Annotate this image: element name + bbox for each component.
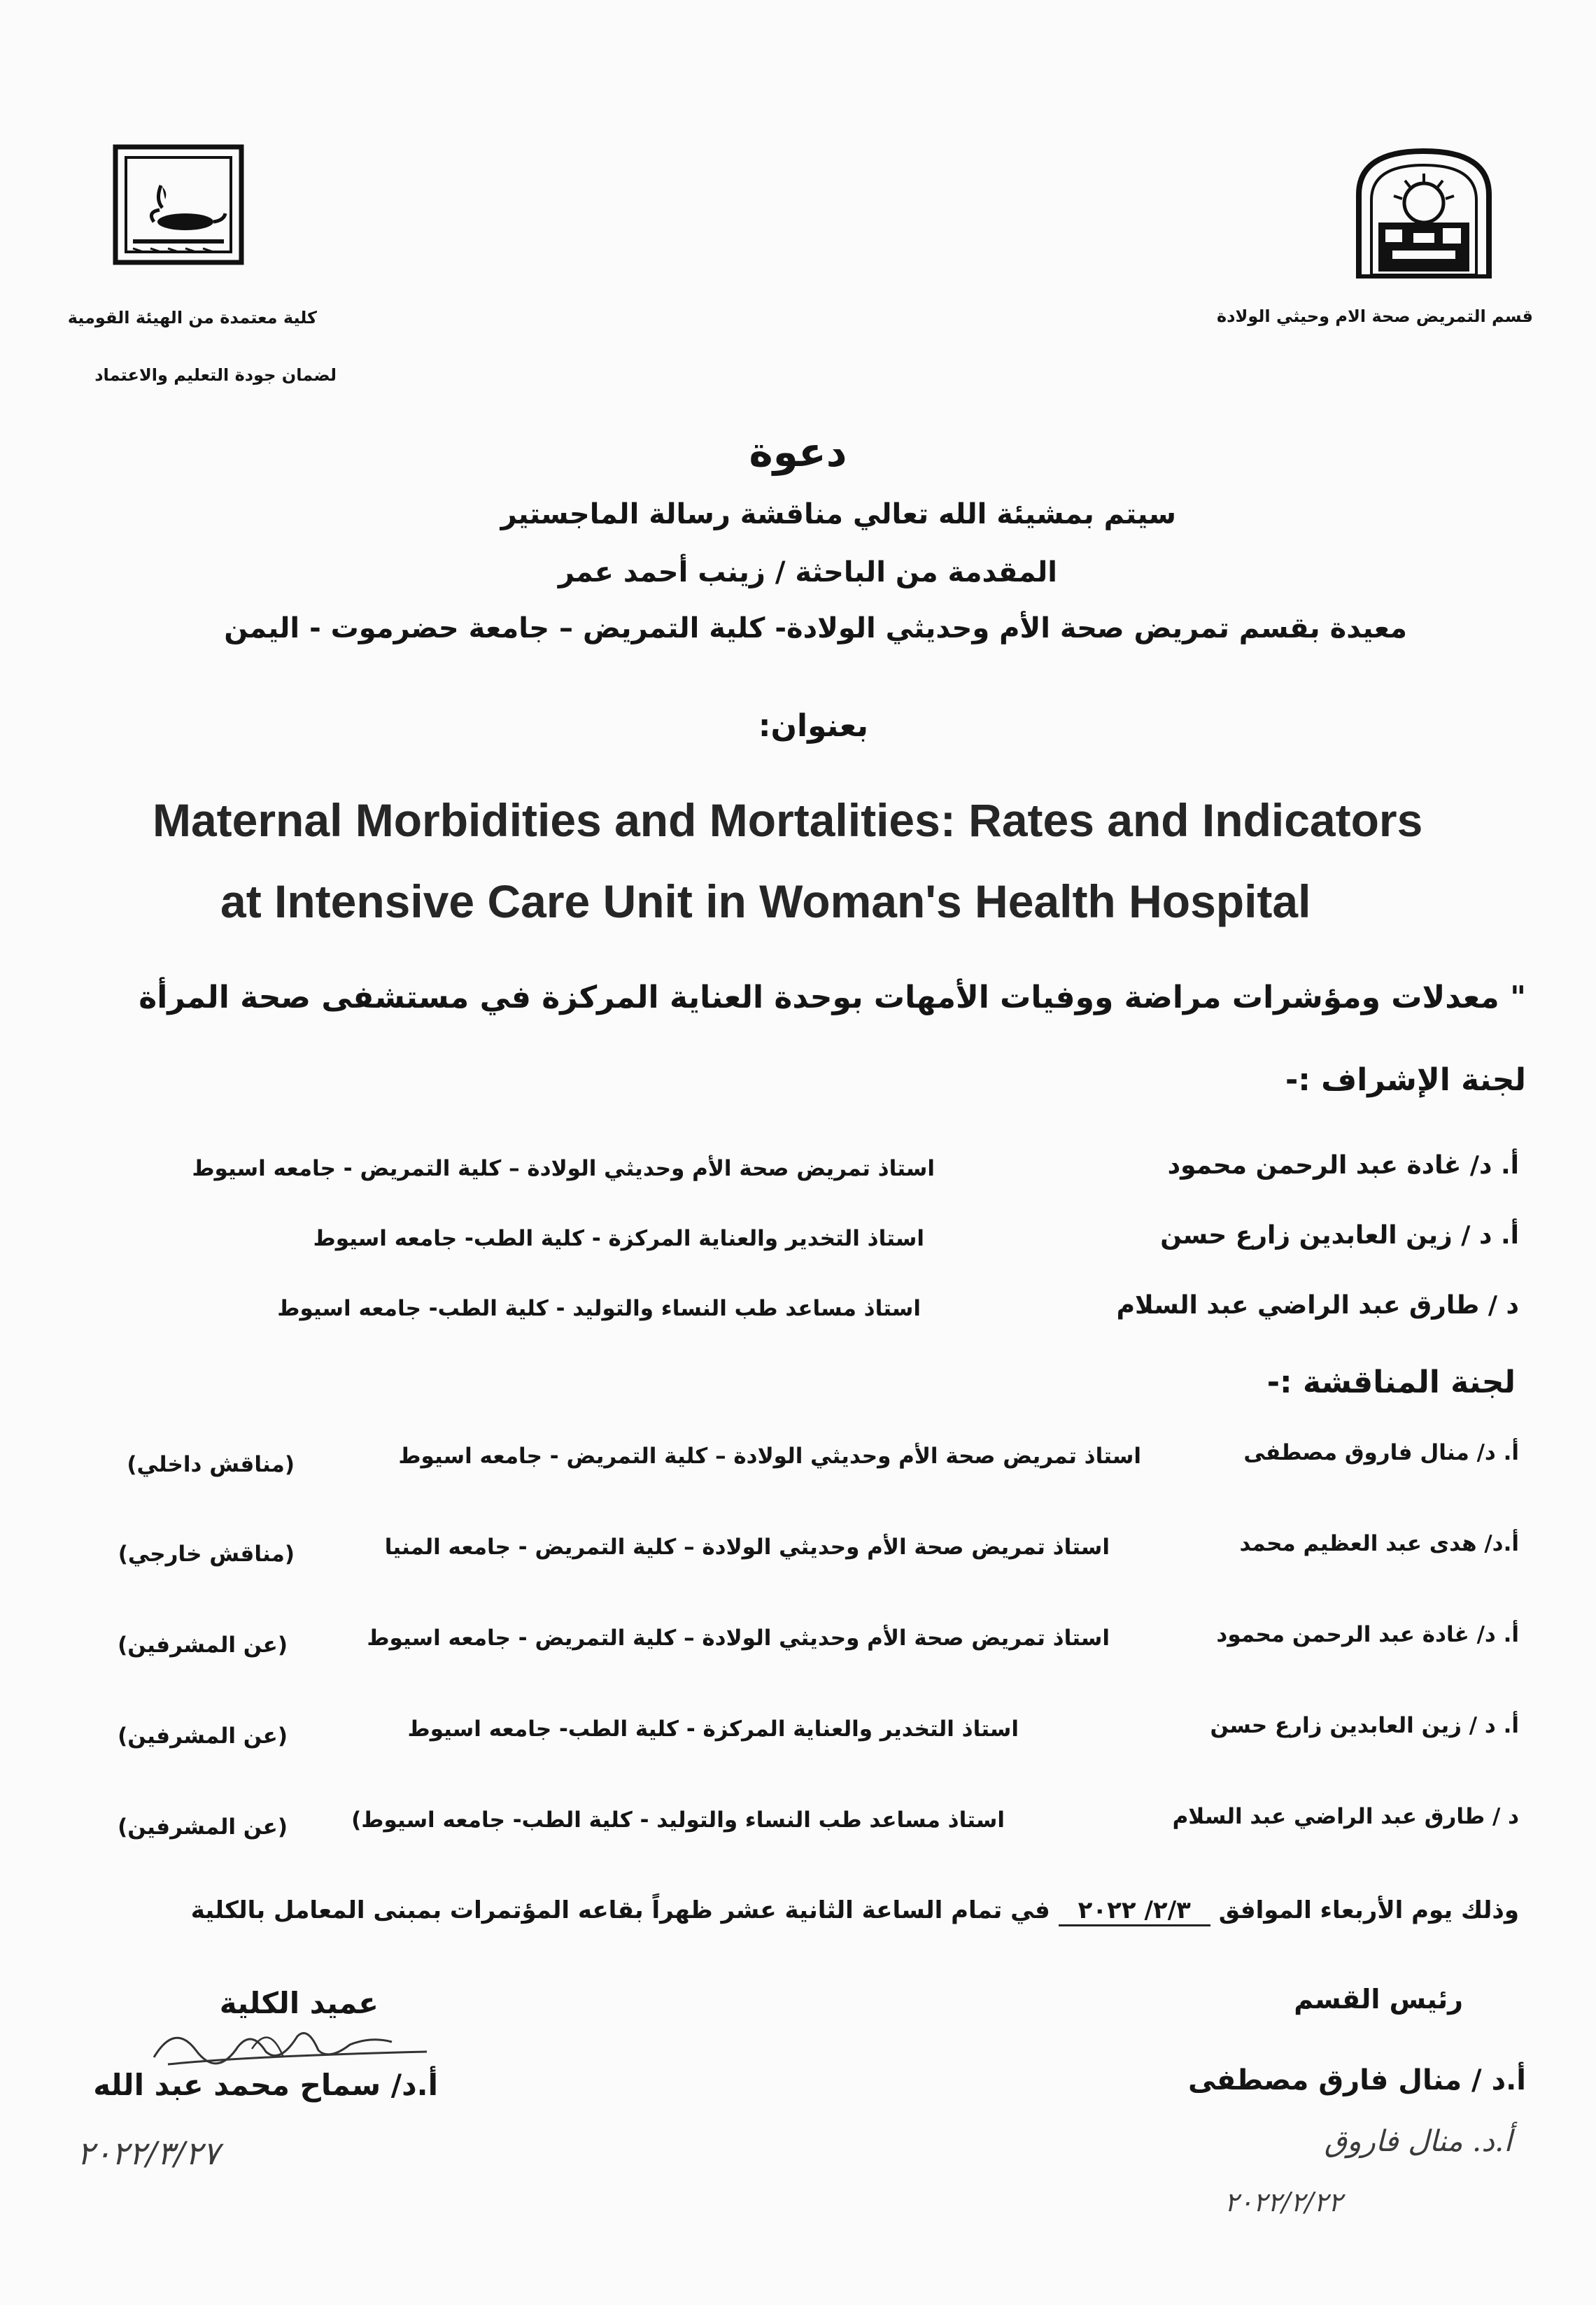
supervisor-name: أ. د/ غادة عبد الرحمن محمود [1167, 1151, 1519, 1180]
department-head-title: رئيس القسم [1294, 1984, 1463, 2015]
examiner-role: (عن المشرفين) [118, 1633, 288, 1658]
schedule-prefix: وذلك يوم الأربعاء الموافق [1218, 1896, 1519, 1924]
department-caption: قسم التمريض صحة الام وحيثي الولادة [1216, 306, 1533, 326]
examiner-name: د / طارق عبد الراضي عبد السلام [1172, 1804, 1519, 1829]
faculty-logo [112, 143, 245, 266]
examiner-role: (عن المشرفين) [118, 1724, 288, 1749]
supervisor-position: استاذ مساعد طب النساء والتوليد - كلية الطب- جامعه اسيوط [277, 1296, 921, 1321]
titled-label: بعنوان: [758, 708, 868, 744]
discussion-heading: لجنة المناقشة :- [1266, 1365, 1516, 1400]
schedule-line [191, 1896, 1519, 1924]
examiner-role: (مناقش خارجي) [118, 1542, 295, 1567]
supervisor-name: د / طارق عبد الراضي عبد السلام [1116, 1291, 1519, 1320]
invitation-line-3: معيدة بقسم تمريض صحة الأم وحديثي الولادة- كلية التمريض – جامعة حضرموت - اليمن [224, 612, 1407, 644]
examiner-name: أ. د / زين العابدين زارع حسن [1210, 1713, 1519, 1738]
examiner-name: أ. د/ غادة عبد الرحمن محمود [1216, 1622, 1519, 1647]
supervision-heading: لجنة الإشراف :- [1285, 1062, 1526, 1098]
examiner-name: أ. د/ منال فاروق مصطفى [1243, 1440, 1519, 1465]
department-head-signature-date: ٢٠٢٢/٢/٢٢ [1224, 2187, 1343, 2218]
invitation-line-1: سيتم بمشيئة الله تعالي مناقشة رسالة الماجستير [500, 498, 1176, 530]
examiner-name: أ.د/ هدى عبد العظيم محمد [1239, 1531, 1519, 1556]
examiner-position: استاذ تمريض صحة الأم وحديثي الولادة – كلية التمريض - جامعه اسيوط [367, 1626, 1110, 1651]
schedule-suffix: في تمام الساعة الثانية عشر ظهراً بقاعه المؤتمرات بمبنى المعامل بالكلية [190, 1896, 1050, 1924]
invitation-line-2: المقدمة من الباحثة / زينب أحمد عمر [558, 556, 1057, 588]
supervisor-position: استاذ التخدير والعناية المركزة - كلية الطب- جامعه اسيوط [313, 1226, 924, 1251]
accreditation-caption-line2: لضمان جودة التعليم والاعتماد [94, 365, 337, 385]
examiner-role: (مناقش داخلي) [127, 1452, 295, 1477]
examiner-position: استاذ تمريض صحة الأم وحديثي الولادة – كلية التمريض - جامعه المنيا [384, 1535, 1110, 1560]
invitation-title: دعوة [749, 428, 847, 476]
supervisor-name: أ. د / زين العابدين زارع حسن [1160, 1221, 1519, 1250]
examiner-position: استاذ تمريض صحة الأم وحديثي الولادة – كلية التمريض - جامعه اسيوط [398, 1444, 1141, 1469]
dean-signature-date: ٢٠٢٢/٣/٢٧ [77, 2134, 220, 2172]
examiner-position: استاذ مساعد طب النساء والتوليد - كلية الطب- جامعه اسيوط) [351, 1807, 1005, 1833]
assiut-university-logo [1350, 146, 1497, 279]
supervisor-position: استاذ تمريض صحة الأم وحديثي الولادة – كلية التمريض - جامعه اسيوط [192, 1156, 935, 1181]
dean-title: عميد الكلية [219, 1986, 379, 2020]
department-head-handwriting: أ.د. منال فاروق [1324, 2124, 1512, 2158]
thesis-title-en-line-1: Maternal Morbidities and Mortalities: Rates and Indicators [153, 794, 1423, 846]
department-head-name: أ.د / منال فارق مصطفى [1188, 2064, 1526, 2096]
thesis-title-ar: " معدلات ومؤشرات مراضة ووفيات الأمهات بوحدة العناية المركزة في مستشفى صحة المرأة [139, 980, 1526, 1015]
schedule-date: ٢/٣/ ٢٠٢٢ [1059, 1896, 1210, 1926]
examiner-position: استاذ التخدير والعناية المركزة - كلية الطب- جامعه اسيوط [407, 1717, 1019, 1742]
examiner-role: (عن المشرفين) [118, 1814, 288, 1840]
thesis-title-en-line-2: at Intensive Care Unit in Woman's Health Hospital [220, 875, 1311, 927]
accreditation-caption-line1: كلية معتمدة من الهيئة القومية [67, 308, 317, 327]
dean-name: أ.د/ سماح محمد عبد الله [93, 2068, 438, 2102]
